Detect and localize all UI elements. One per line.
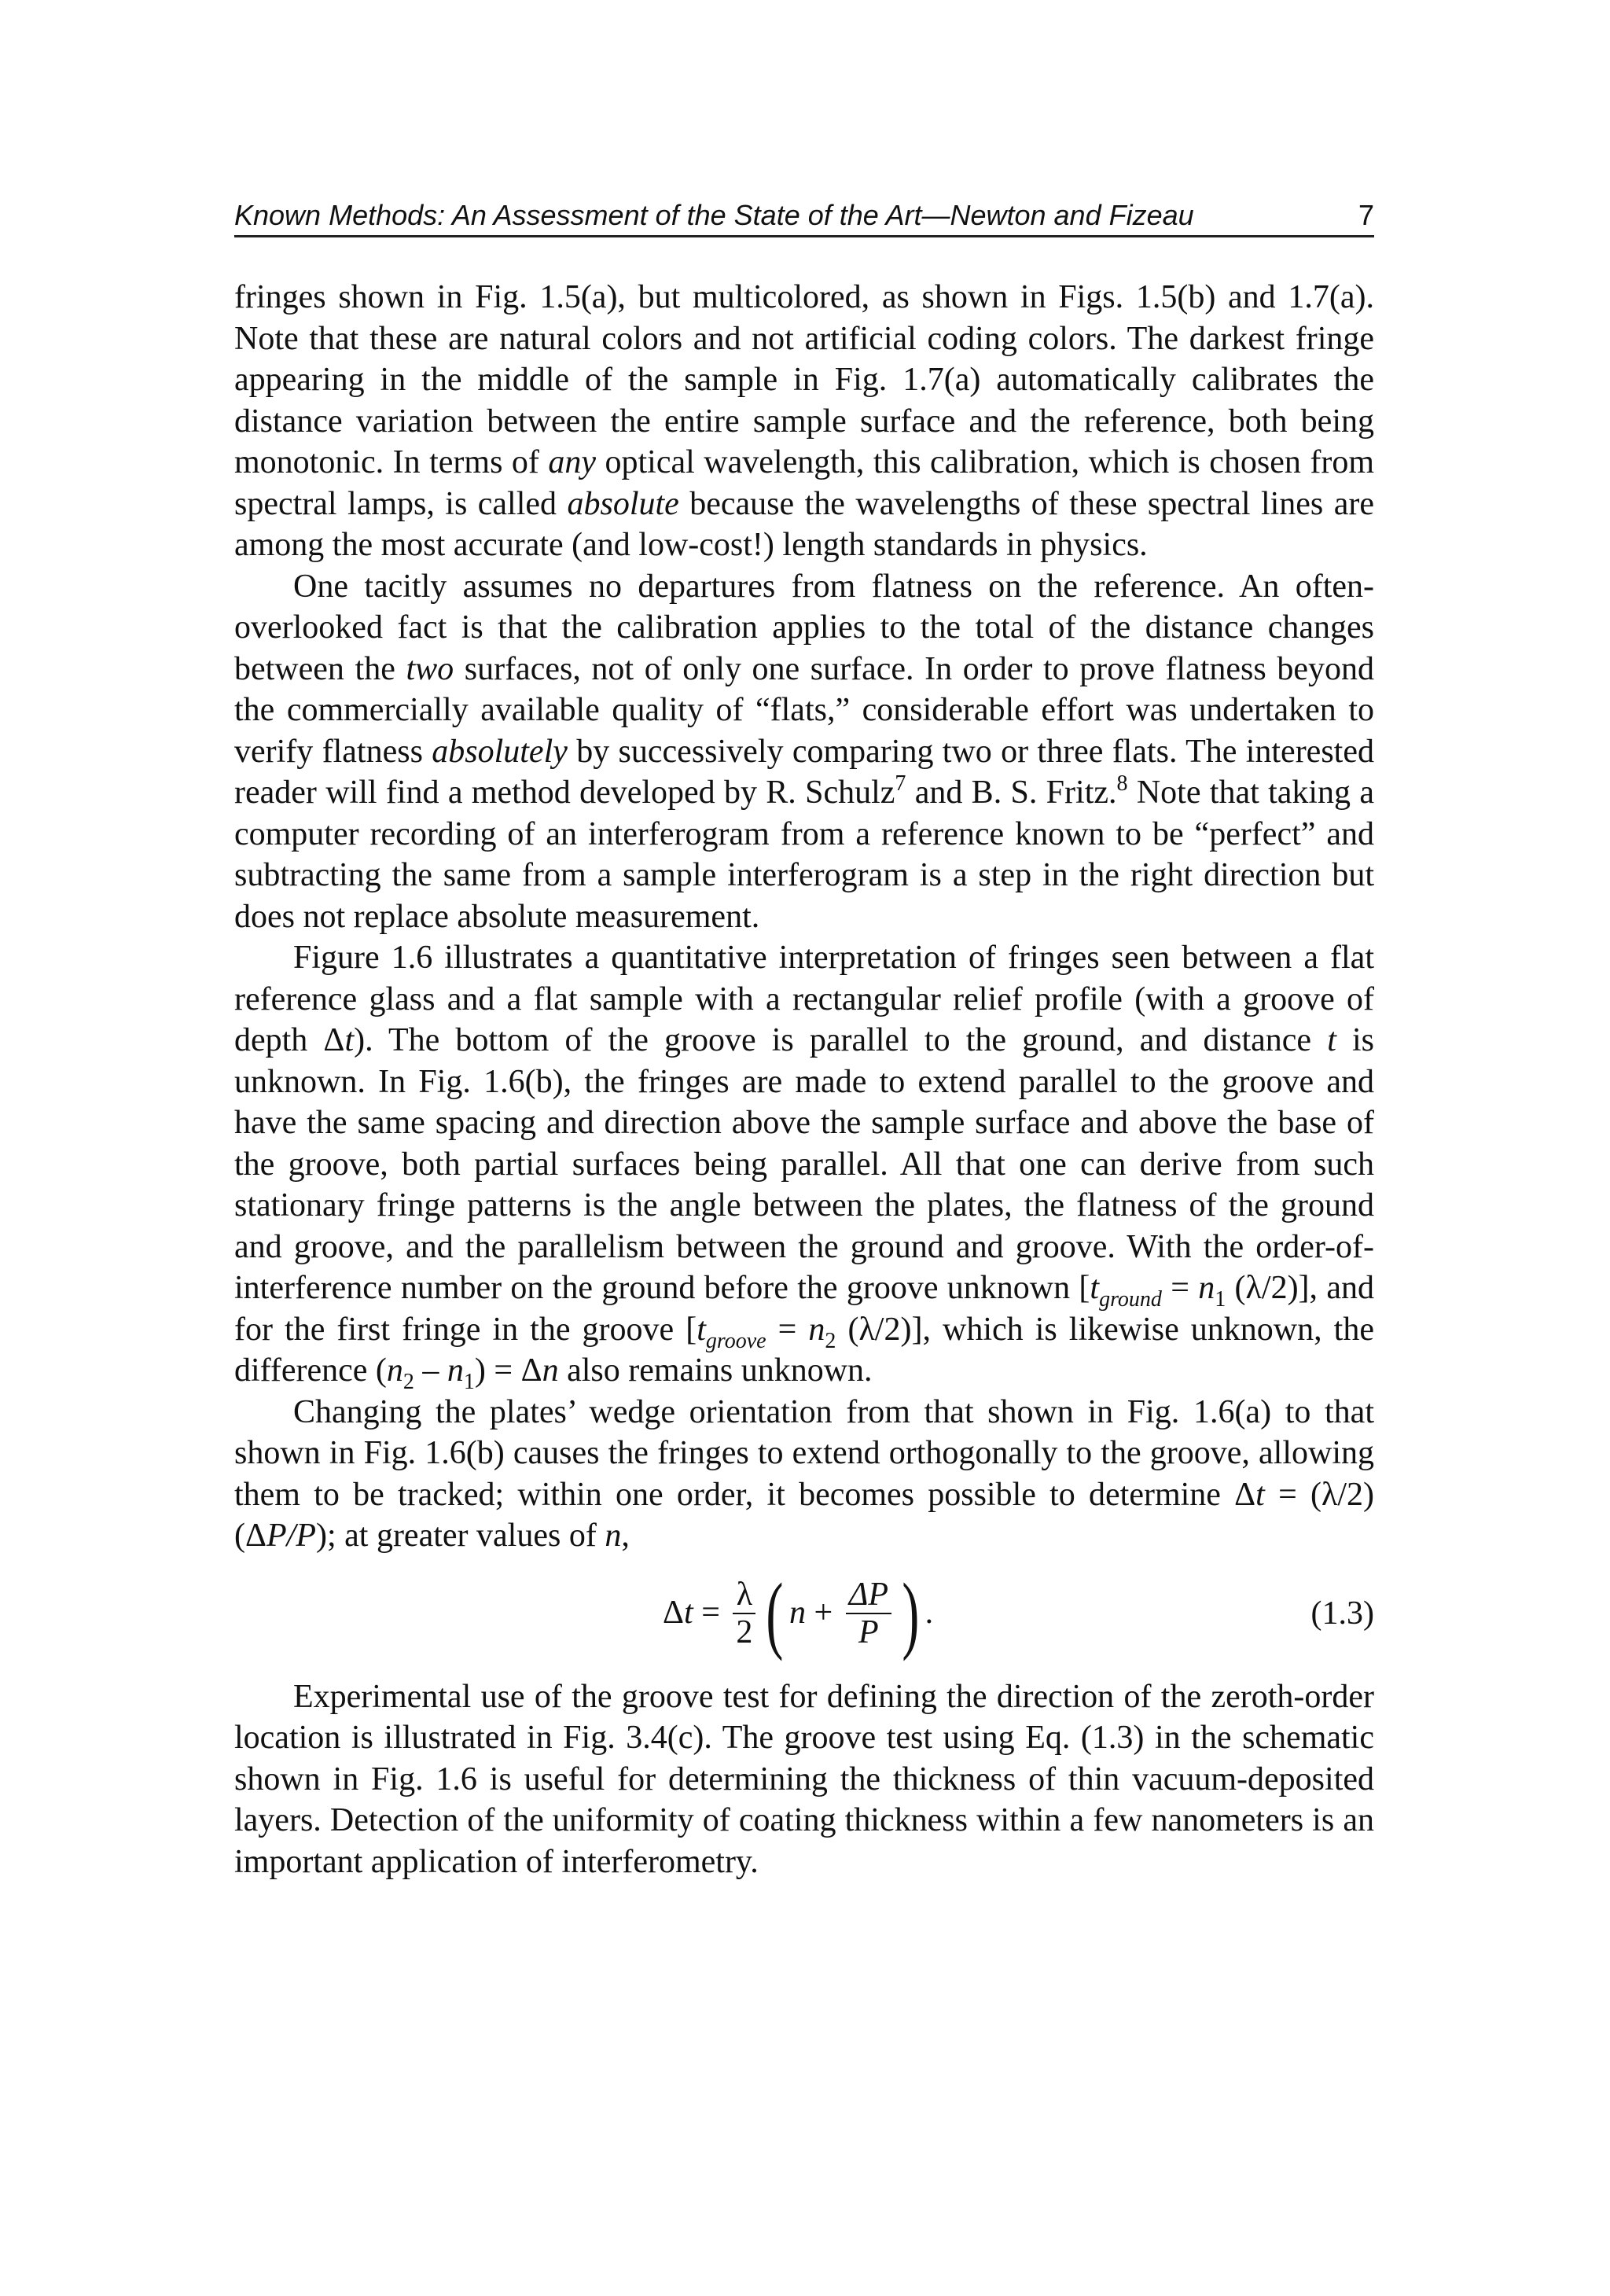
- math-var: t: [684, 1595, 693, 1632]
- text-run: fringes shown in Fig. 1.5(a), but multicolored, as shown in Figs. 1.5(b) and 1.7(a). Note that these are natural colors and not artificial coding colors. The darkest fringe appearing in the middle of the sample in Fig. 1.7(a) automatically calibrates the distance variation between the entire sample surface and the reference, both being monotonic. In terms of: [234, 279, 1374, 480]
- page-number: 7: [1358, 199, 1374, 231]
- math-var: n: [542, 1352, 559, 1389]
- text-run: =: [766, 1311, 809, 1348]
- text-run: Experimental use of the groove test for defining the direction of the zeroth-order location is illustrated in Fig. 3.4(c). The groove test using Eq. (1.3) in the schematic shown in Fig. 1.6 is useful for determining the thickness of thin vacuum-deposited layers. Detection of the uniformity of coating thickness within a few nanometers is an important application of interferometry.: [234, 1678, 1374, 1880]
- math-var: P/P: [266, 1518, 316, 1554]
- math-subscript: ground: [1099, 1287, 1162, 1312]
- text-run: Changing the plates’ wedge orientation from that shown in Fig. 1.6(a) to that shown in Fig. 1.6(b) causes the fringes to extend orthogonally to the groove, allowing them to be tracked; within one order, it becomes possible to determine Δ: [234, 1393, 1374, 1513]
- text-run: –: [414, 1352, 447, 1389]
- right-paren: ): [902, 1565, 920, 1661]
- math-subscript: 1: [1215, 1287, 1226, 1312]
- emphasis: t: [344, 1022, 355, 1058]
- math-var: n: [386, 1352, 403, 1389]
- emphasis: two: [406, 650, 454, 687]
- text-run: optical wavelength, this calibration, which is chosen from spectral lamps, is called: [234, 444, 1374, 522]
- math-var: n: [1198, 1270, 1215, 1306]
- emphasis: t: [1327, 1022, 1336, 1058]
- text-run: =: [1161, 1270, 1199, 1306]
- fraction-denominator: [855, 1614, 882, 1650]
- reference-superscript: 7: [895, 771, 906, 796]
- math-subscript: 1: [463, 1370, 475, 1394]
- text-run: (λ/2)], and for the first fringe in the groove [: [234, 1270, 1374, 1348]
- body-text: [234, 277, 1374, 1882]
- emphasis: absolutely: [432, 733, 568, 770]
- math-period: .: [924, 1595, 934, 1632]
- equation-expression: [663, 1562, 933, 1665]
- text-run: ) = Δ: [474, 1352, 542, 1389]
- math-subscript: 2: [402, 1370, 414, 1394]
- left-paren: (: [766, 1565, 784, 1661]
- running-header: [234, 195, 1374, 237]
- text-run: ); at greater values of: [315, 1518, 605, 1554]
- text-run: Figure 1.6 illustrates a quantitative interpretation of fringes seen between a flat reference glass and a flat sample with a rectangular relief profile (with a groove of depth Δ: [234, 940, 1374, 1058]
- emphasis: any: [548, 444, 597, 480]
- math-var: t: [1090, 1270, 1100, 1306]
- text-run: One tacitly assumes no departures from flatness on the reference. An often-overlooked fact is that the calibration applies to the total of the distance changes between the: [234, 568, 1374, 687]
- math-symbol: Δ: [663, 1595, 685, 1632]
- math-var: n: [808, 1311, 825, 1348]
- text-run: and B. S. Fritz.: [906, 775, 1117, 811]
- running-title: Known Methods: An Assessment of the State of the Art—Newton and Fizeau: [234, 199, 1194, 231]
- text-run: surfaces, not of only one surface. In order to prove flatness beyond the commercially available quality of “flats,” considerable effort was undertaken to verify flatness: [234, 650, 1374, 770]
- math-operator: =: [693, 1595, 729, 1632]
- paragraph-1: [234, 277, 1374, 566]
- paragraph-4: [234, 1392, 1374, 1557]
- fraction-numerator: λ: [736, 1576, 753, 1613]
- emphasis: absolute: [567, 485, 679, 522]
- text-run: ). The bottom of the groove is parallel to the ground, and distance: [354, 1022, 1328, 1058]
- math-var: n: [605, 1518, 622, 1554]
- text-run: ,: [621, 1518, 630, 1554]
- math-var: P: [858, 1613, 879, 1650]
- text-run: = (λ/2) (Δ: [234, 1476, 1374, 1554]
- math-operator: +: [806, 1595, 841, 1632]
- math-subscript: groove: [705, 1328, 766, 1353]
- paragraph-5: [234, 1676, 1374, 1883]
- math-var: t: [697, 1311, 706, 1348]
- math-var: t: [1255, 1476, 1265, 1513]
- fraction-deltaP-over-P: [846, 1577, 891, 1650]
- text-run: is unknown. In Fig. 1.6(b), the fringes are made to extend parallel to the groove and have the same spacing and direction above the sample surface and above the base of the groove, both partial surfaces being parallel. All that one can derive from such stationary fringe patterns is the angle between the plates, the flatness of the ground and groove, and the parallelism between the ground and groove. With the order-of-interference number on the ground before the groove unknown [: [234, 1022, 1375, 1306]
- fraction-denominator: 2: [736, 1613, 753, 1650]
- text-run: because the wavelengths of these spectral lines are among the most accurate (and low-cost!) length standards in physics.: [234, 485, 1374, 563]
- fraction-numerator: [846, 1577, 891, 1613]
- math-var: n: [447, 1352, 464, 1389]
- math-subscript: 2: [825, 1328, 836, 1353]
- equation-1-3: [234, 1562, 1374, 1665]
- text-run: also remains unknown.: [558, 1352, 873, 1389]
- paragraph-2: [234, 566, 1374, 938]
- reference-superscript: 8: [1116, 771, 1128, 796]
- math-var: ΔP: [848, 1576, 889, 1613]
- fraction-lambda-over-2: [733, 1577, 755, 1650]
- text-run: by successively comparing two or three flats. The interested reader will find a method developed by R. Schulz: [234, 733, 1374, 811]
- text-run: Note that taking a computer recording of an interferogram from a reference known to be “perfect” and subtracting the same from a sample interferogram is a step in the right direction but does not replace absolute measurement.: [234, 775, 1374, 935]
- math-var: n: [789, 1595, 807, 1632]
- equation-number: (1.3): [1310, 1595, 1374, 1632]
- text-run: (λ/2)], which is likewise unknown, the difference (: [234, 1311, 1374, 1389]
- paragraph-3: [234, 937, 1374, 1392]
